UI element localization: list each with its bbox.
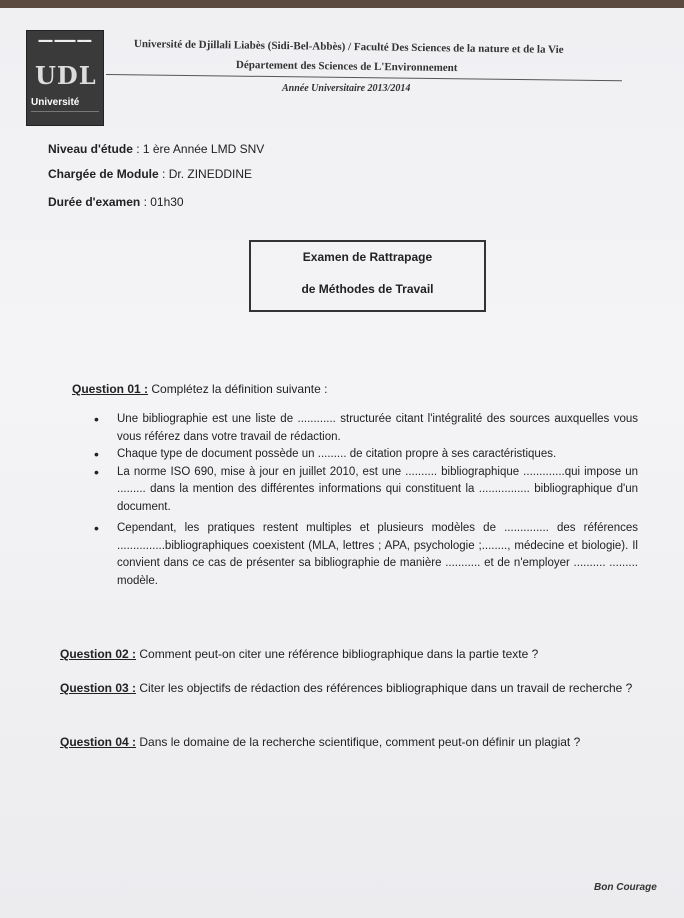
- exam-title-line1: Examen de Rattrapage: [302, 250, 433, 264]
- exam-title-box: [249, 240, 486, 312]
- bullet-item: • Chaque type de document possède un ......... de citation propre à ses caractéristiques.: [94, 446, 638, 464]
- bullet-item: • Une bibliographie est une liste de ............ structurée citant l'intégralité des sources auxquelles vous vous référez dans votre travail de rédaction.: [94, 411, 638, 446]
- header-rule: [106, 74, 622, 81]
- question-1-label: Question 01 :: [72, 382, 149, 396]
- logo-emblem: UDL: [35, 61, 97, 90]
- question-3-text: Citer les objectifs de rédaction des références bibliographique dans un travail de recherche ?: [136, 681, 633, 695]
- logo-divider: [31, 111, 99, 120]
- exam-sheet: [0, 8, 684, 918]
- question-2: [60, 644, 648, 664]
- meta-duration: [48, 195, 184, 209]
- question-4-label: Question 04 :: [60, 735, 137, 749]
- header-university: Université de Djillali Liabès (Sidi-Bel-Abbès) / Faculté Des Sciences de la nature et de la Vie: [133, 38, 564, 56]
- question-1: [72, 382, 327, 396]
- meta-level-label: Niveau d'étude: [48, 142, 133, 156]
- header-department: Département des Sciences de L'Environnement: [235, 59, 458, 75]
- closing-note: Bon Courage: [594, 882, 657, 893]
- header-academic-year: Année Universitaire 2013/2014: [282, 83, 411, 94]
- meta-duration-label: Durée d'examen: [48, 195, 141, 209]
- bullet-item: • Cependant, les pratiques restent multiples et plusieurs modèles de .............. des références ...............bibliographiques coexistent (MLA, lettres ; APA, psychologie ;........, médecine et biologie). Il convient dans ce cas de présenter sa bibliographie de manière ........... et de n'employer .......... ......... modèle.: [94, 520, 638, 590]
- university-logo: [26, 30, 104, 126]
- question-2-label: Question 02 :: [60, 647, 137, 661]
- bullet-item: • La norme ISO 690, mise à jour en juillet 2010, est une .......... bibliographique .............qui impose un ......... dans la mention des différentes informations qui constituent la ................ bibliographique d'un document.: [94, 464, 638, 517]
- meta-duration-value: : 01h30: [140, 195, 184, 209]
- question-2-text: Comment peut-on citer une référence bibliographique dans la partie texte ?: [136, 647, 539, 661]
- question-1-bullets: [94, 411, 638, 590]
- meta-teacher-value: : Dr. ZINEDDINE: [158, 167, 253, 181]
- question-4-text: Dans le domaine de la recherche scientifique, comment peut-on définir un plagiat ?: [136, 735, 581, 749]
- question-4: [60, 732, 648, 752]
- question-3-label: Question 03 :: [60, 681, 137, 695]
- meta-level-value: : 1 ère Année LMD SNV: [132, 142, 265, 156]
- logo-caption: Université: [31, 97, 80, 108]
- question-3: [60, 678, 648, 698]
- question-1-text: Complétez la définition suivante :: [148, 382, 328, 396]
- meta-teacher: [48, 167, 252, 181]
- meta-teacher-label: Chargée de Module: [48, 167, 159, 181]
- logo-arabic-text: ▬▬ ▬▬▬ ▬▬: [38, 37, 92, 44]
- meta-level: [48, 142, 264, 156]
- exam-title-line2: de Méthodes de Travail: [301, 282, 434, 296]
